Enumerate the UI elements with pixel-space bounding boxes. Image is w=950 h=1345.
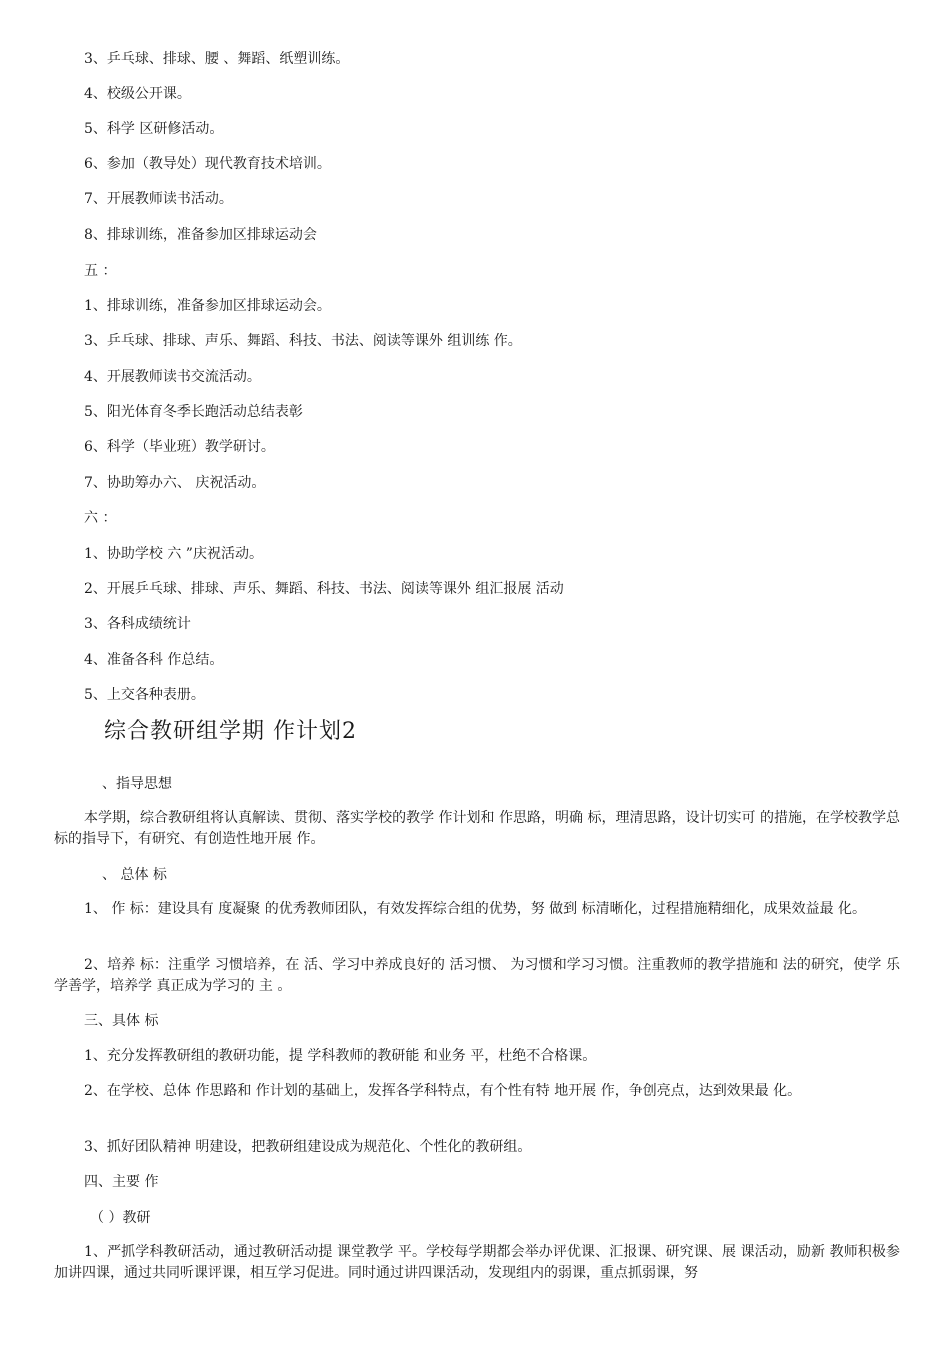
list-item: 4、开展教师读书交流活动。 — [84, 369, 261, 385]
list-item: 6、参加（教导处）现代教育技术培训。 — [84, 156, 331, 172]
document-title: 综合教研组学期 作计划2 — [104, 719, 357, 744]
specific-goal-2 — [54, 1081, 900, 1102]
specific-goal-3: 3、抓好团队精神 明建设，把教研组建设成为规范化、个性化的教研组。 — [84, 1139, 532, 1155]
list-item: 4、校级公开课。 — [84, 86, 191, 102]
paragraph-text: 本学期，综合教研组将认真解读、贯彻、落实学校的教学 作计划和 作思路，明确 标，理清思路，设计切实可 的措施，在学校教学总 标的指导下，有研究、有创造性地开展 作。 — [54, 810, 900, 847]
month-heading-6: 六 ： — [84, 510, 117, 526]
month-heading-5: 五 ： — [84, 263, 117, 279]
list-item: 7、开展教师读书活动。 — [84, 191, 233, 207]
paragraph-training-goal — [54, 955, 900, 997]
paragraph-text: 2、培养 标：注重学 习惯培养，在 活、学习中养成良好的 活习惯、 为习惯和学习习惯。注重教师的教学措施和 法的研究，使学 乐学善学，培养学 真正成为学习的 主 。 — [54, 957, 900, 994]
list-item: 2、开展乒乓球、排球、声乐、舞蹈、科技、书法、阅读等课外 组汇报展 活动 — [84, 581, 564, 597]
list-item: 3、乒乓球、排球、腰 、舞蹈、纸塑训练。 — [84, 51, 350, 67]
list-item: 5、阳光体育冬季长跑活动总结表彰 — [84, 404, 303, 420]
section-heading-specific-goals: 三、具体 标 — [84, 1013, 159, 1029]
paragraph-guiding-thought — [54, 808, 900, 850]
list-item: 1、协助学校 六 ”庆祝活动。 — [84, 546, 263, 562]
list-item: 8、排球训练，准备参加区排球运动会 — [84, 227, 317, 243]
section-heading-main-work: 四、主要 作 — [84, 1174, 159, 1190]
list-item: 3、各科成绩统计 — [84, 616, 191, 632]
section-heading-overall-goal: 、 总体 标 — [102, 867, 167, 883]
paragraph-work-goal — [54, 899, 900, 920]
section-heading-guiding-thought: 、指导思想 — [102, 776, 172, 792]
list-item: 3、乒乓球、排球、声乐、舞蹈、科技、书法、阅读等课外 组训练 作。 — [84, 333, 522, 349]
list-item: 4、准备各科 作总结。 — [84, 652, 224, 668]
specific-goal-1: 1、充分发挥教研组的教研功能，提 学科教师的教研能 和业务 平，杜绝不合格课。 — [84, 1048, 597, 1064]
paragraph-teaching-research — [54, 1242, 900, 1284]
list-item: 5、上交各种表册。 — [84, 687, 205, 703]
list-item: 7、协助筹办六、 庆祝活动。 — [84, 475, 266, 491]
list-item: 5、科学 区研修活动。 — [84, 121, 224, 137]
paragraph-text: 2、在学校、总体 作思路和 作计划的基础上，发挥各学科特点，有个性有特 地开展 作，争创亮点，达到效果最 化。 — [84, 1083, 802, 1099]
list-item: 1、排球训练，准备参加区排球运动会。 — [84, 298, 331, 314]
list-item: 6、科学（毕业班）教学研讨。 — [84, 439, 275, 455]
paragraph-text: 1、 作 标：建设具有 度凝聚 的优秀教师团队，有效发挥综合组的优势，努 做到 标清晰化，过程措施精细化，成果效益最 化。 — [84, 901, 867, 917]
paragraph-text: 1、严抓学科教研活动，通过教研活动提 课堂教学 平。学校每学期都会举办评优课、汇报课、研究课、展 课活动，励新 教师积极参加讲四课，通过共同听课评课，相互学习促进。同时通过讲四课活动，发现组内的弱课，重点抓弱课，努 — [54, 1244, 900, 1281]
subsection-heading-teaching-research: （ ）教研 — [90, 1210, 151, 1226]
